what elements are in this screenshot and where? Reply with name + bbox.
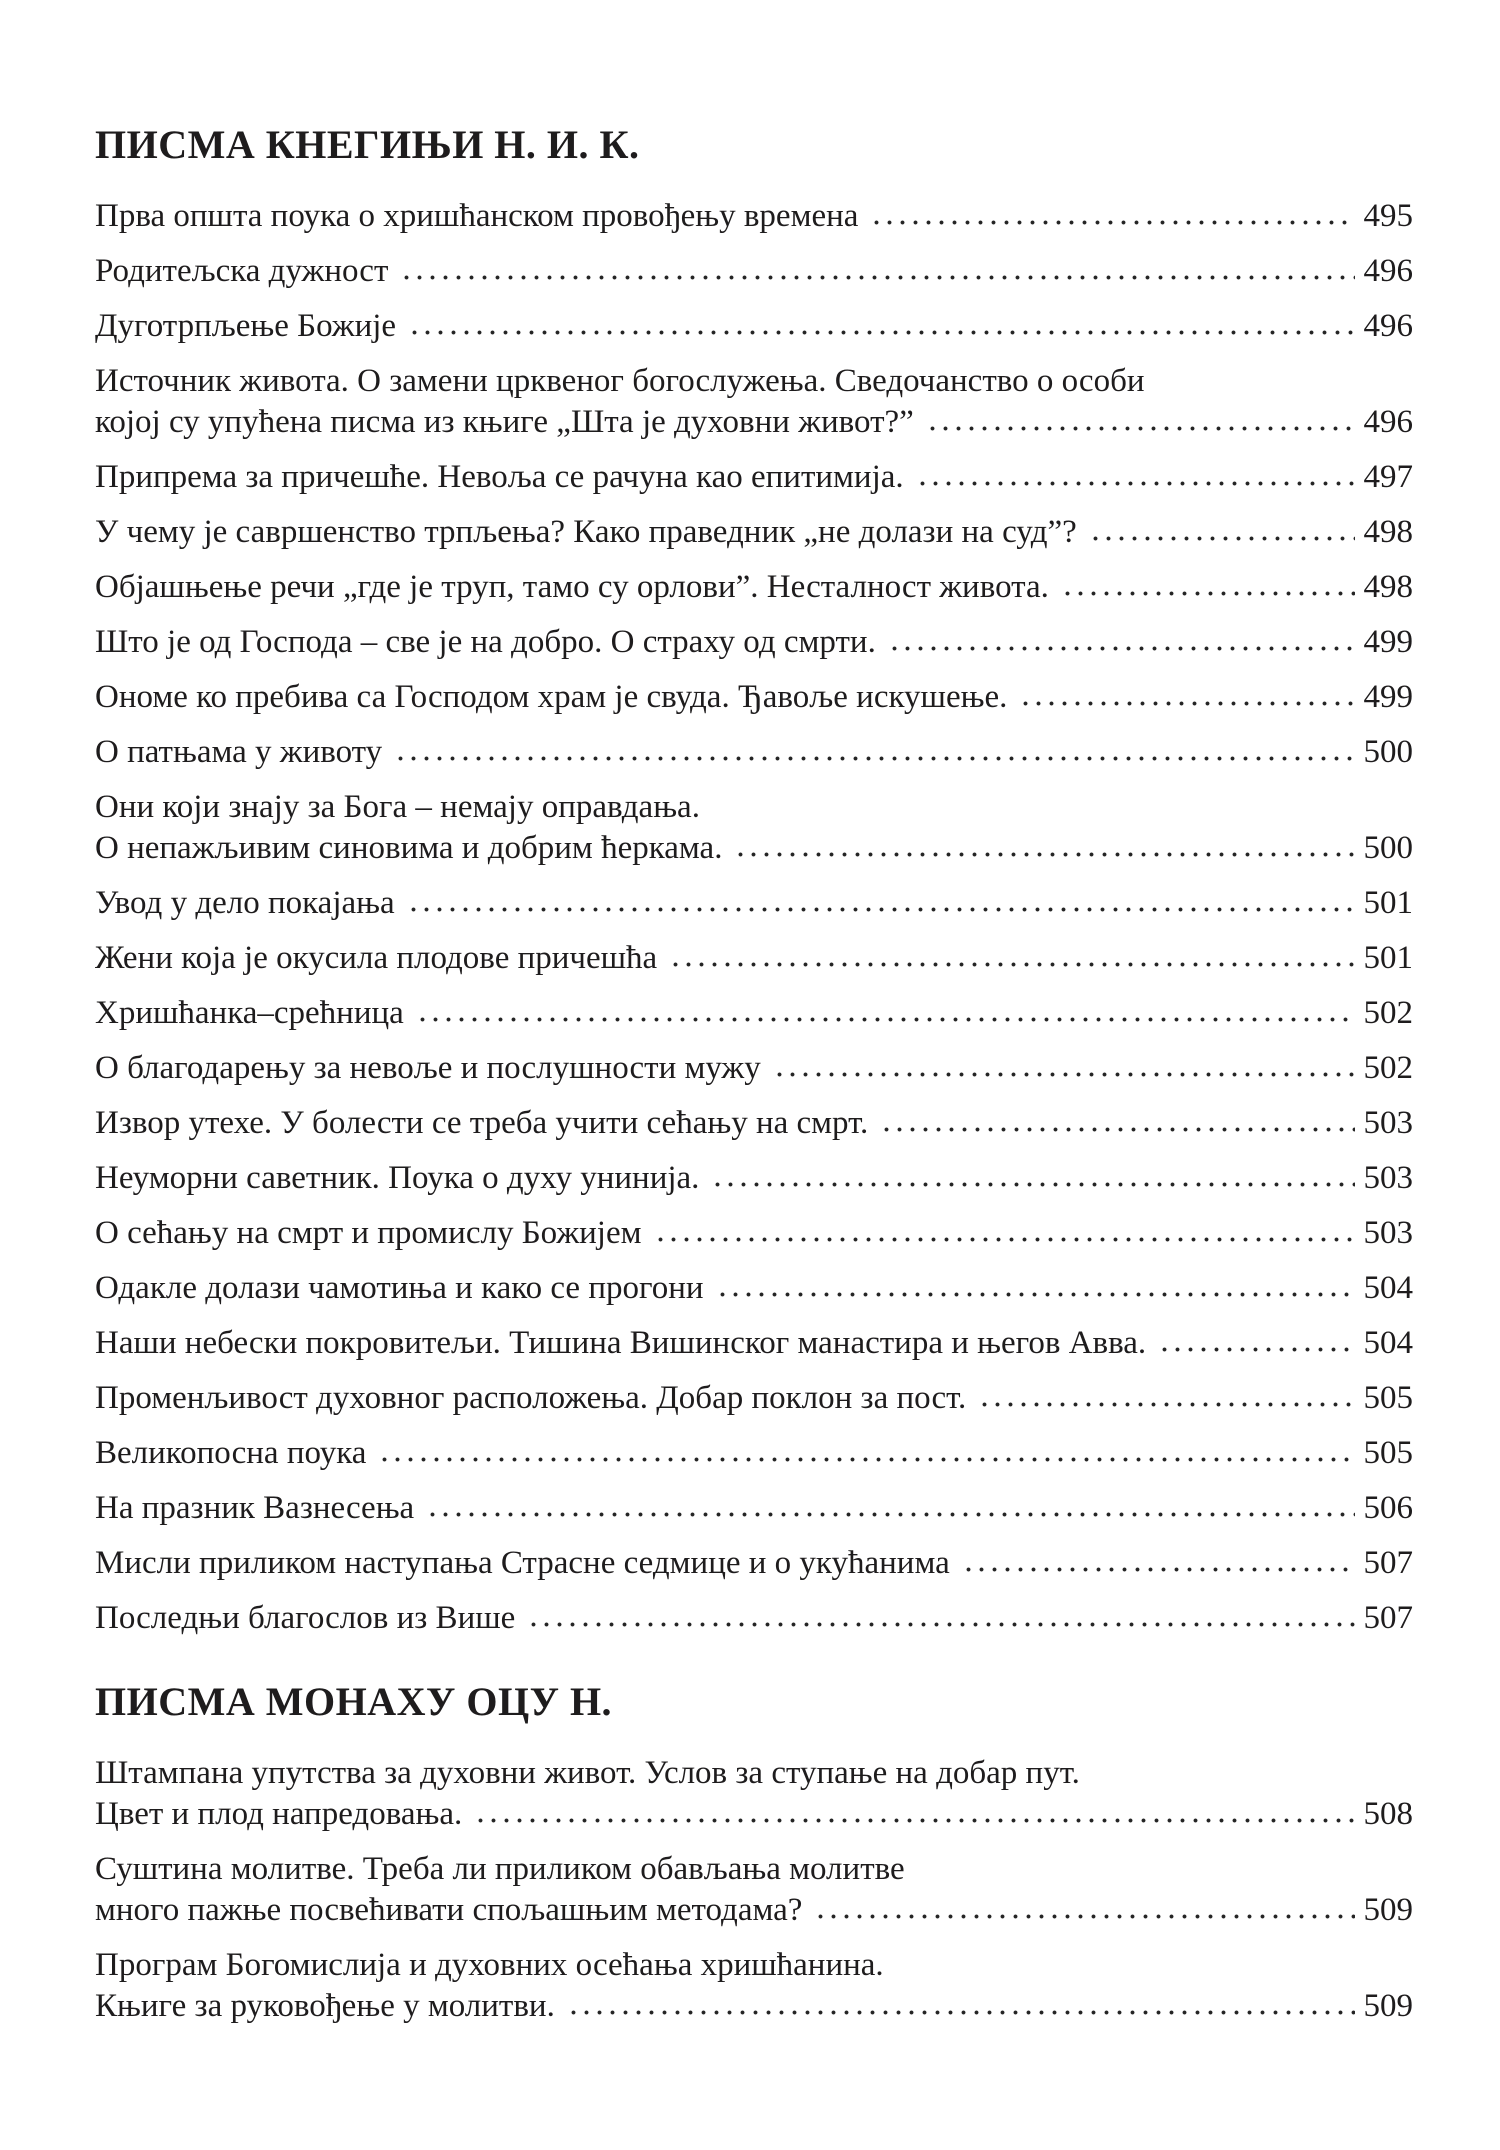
entry-text: Одакле долази чамотиња и како се прогони bbox=[95, 1270, 704, 1306]
dot-leader bbox=[1156, 1346, 1354, 1353]
page-number: 499 bbox=[1363, 624, 1413, 660]
entry-text: Последњи благослов из Више bbox=[95, 1600, 516, 1636]
toc-entry bbox=[95, 938, 1413, 979]
toc-entry bbox=[95, 732, 1413, 773]
toc-entry bbox=[95, 1048, 1413, 1089]
entry-text: Извор утехе. У болести се треба учити сећању на смрт. bbox=[95, 1105, 869, 1141]
toc-entry bbox=[95, 1598, 1413, 1639]
page-number: 496 bbox=[1363, 253, 1413, 289]
dot-leader bbox=[525, 1621, 1354, 1628]
page-number: 509 bbox=[1363, 1988, 1413, 2024]
entry-text: Неуморни саветник. Поука о духу унинија. bbox=[95, 1160, 700, 1196]
dot-leader bbox=[414, 1016, 1355, 1023]
entry-text: Увод у дело покајања bbox=[95, 885, 395, 921]
entry-text-line: Они који знају за Бога – немају оправдања. bbox=[95, 789, 700, 825]
dot-leader bbox=[1059, 590, 1355, 597]
entry-text: Прва општа поука о хришћанском провођењу времена bbox=[95, 198, 859, 234]
entry-text: О благодарењу за невоље и послушности мужу bbox=[95, 1050, 761, 1086]
section-title: ПИСМА КНЕГИЊИ Н. И. К. bbox=[95, 122, 640, 167]
toc-section bbox=[95, 1679, 1413, 2027]
dot-leader bbox=[709, 1181, 1354, 1188]
toc-entry bbox=[95, 1158, 1413, 1199]
entry-text-line: Штампана упутства за духовни живот. Услов за ступање на добар пут. bbox=[95, 1755, 1080, 1791]
dot-leader bbox=[565, 2009, 1355, 2016]
page-number: 496 bbox=[1363, 308, 1413, 344]
dot-leader bbox=[976, 1401, 1354, 1408]
entry-text: Жени која је окусила плодове причешћа bbox=[95, 940, 658, 976]
entry-text: О непажљивим синовима и добрим ћеркама. bbox=[95, 830, 723, 866]
toc-entry bbox=[95, 1268, 1413, 1309]
dot-leader bbox=[652, 1236, 1355, 1243]
toc-entry bbox=[95, 567, 1413, 608]
toc-entry bbox=[95, 457, 1413, 498]
toc-entry bbox=[95, 512, 1413, 553]
entry-text: Књиге за руковођење у молитви. bbox=[95, 1988, 555, 2024]
toc-entry bbox=[95, 1849, 1413, 1931]
dot-leader bbox=[771, 1071, 1355, 1078]
dot-leader bbox=[406, 329, 1354, 336]
entry-text: О сећању на смрт и промислу Божијем bbox=[95, 1215, 642, 1251]
dot-leader bbox=[960, 1566, 1355, 1573]
entry-text: Хришћанка–срећница bbox=[95, 995, 404, 1031]
entry-text: Родитељска дужност bbox=[95, 253, 389, 289]
page-number: 500 bbox=[1363, 830, 1413, 866]
toc-entry bbox=[95, 306, 1413, 347]
section-entries bbox=[95, 1753, 1413, 2027]
page-number: 506 bbox=[1363, 1490, 1413, 1526]
dot-leader bbox=[405, 906, 1355, 913]
entry-text: којој су упућена писма из књиге „Шта је духовни живот?” bbox=[95, 404, 914, 440]
entry-text: много пажње посвећивати спољашњим методама? bbox=[95, 1892, 803, 1928]
toc-entry bbox=[95, 883, 1413, 924]
page-number: 495 bbox=[1363, 198, 1413, 234]
toc-entry bbox=[95, 1213, 1413, 1254]
page-number: 500 bbox=[1363, 734, 1413, 770]
dot-leader bbox=[924, 425, 1355, 432]
entry-text: У чему је савршенство трпљења? Како праведник „не долази на суд”? bbox=[95, 514, 1077, 550]
toc-entry bbox=[95, 1378, 1413, 1419]
page-number: 501 bbox=[1363, 885, 1413, 921]
toc-entry bbox=[95, 1543, 1413, 1584]
section-title: ПИСМА МОНАХУ ОЦУ Н. bbox=[95, 1679, 613, 1724]
entry-text: Мисли приликом наступања Страсне седмице и о укућанима bbox=[95, 1545, 950, 1581]
page-number: 504 bbox=[1363, 1270, 1413, 1306]
page-number: 509 bbox=[1363, 1892, 1413, 1928]
entry-text: Наши небески покровитељи. Тишина Вишинског манастира и његов Авва. bbox=[95, 1325, 1147, 1361]
dot-leader bbox=[472, 1817, 1354, 1824]
dot-leader bbox=[868, 219, 1354, 226]
toc-entry bbox=[95, 677, 1413, 718]
entry-text-line: Суштина молитве. Треба ли приликом обављања молитве bbox=[95, 1851, 905, 1887]
page-number: 505 bbox=[1363, 1435, 1413, 1471]
page-number: 498 bbox=[1363, 514, 1413, 550]
toc-entry bbox=[95, 251, 1413, 292]
dot-leader bbox=[914, 480, 1355, 487]
entry-text: На празник Вазнесења bbox=[95, 1490, 415, 1526]
toc-entry bbox=[95, 1433, 1413, 1474]
toc-entry bbox=[95, 1323, 1413, 1364]
entry-text: Дуготрпљење Божије bbox=[95, 308, 397, 344]
dot-leader bbox=[398, 274, 1354, 281]
page-number: 503 bbox=[1363, 1215, 1413, 1251]
page-number: 504 bbox=[1363, 1325, 1413, 1361]
entry-text: Великопосна поука bbox=[95, 1435, 367, 1471]
toc-entry bbox=[95, 196, 1413, 237]
dot-leader bbox=[1087, 535, 1355, 542]
entry-text-line: Источник живота. О замени црквеног богослужења. Сведочанство о особи bbox=[95, 363, 1145, 399]
toc-entry bbox=[95, 787, 1413, 869]
entry-text-line: Програм Богомислија и духовних осећања хришћанина. bbox=[95, 1947, 884, 1983]
toc-entry bbox=[95, 622, 1413, 663]
page-number: 499 bbox=[1363, 679, 1413, 715]
dot-leader bbox=[667, 961, 1354, 968]
entry-text: О патњама у животу bbox=[95, 734, 383, 770]
toc-entry bbox=[95, 1103, 1413, 1144]
page-number: 502 bbox=[1363, 995, 1413, 1031]
page-number: 496 bbox=[1363, 404, 1413, 440]
toc-entry bbox=[95, 361, 1413, 443]
dot-leader bbox=[812, 1913, 1354, 1920]
toc-entry bbox=[95, 1753, 1413, 1835]
entry-text: Објашњење речи „где је труп, тамо су орлови”. Несталност живота. bbox=[95, 569, 1049, 605]
entry-text: Припрема за причешће. Невоља се рачуна као епитимија. bbox=[95, 459, 904, 495]
dot-leader bbox=[714, 1291, 1355, 1298]
section-entries bbox=[95, 196, 1413, 1639]
page-number: 507 bbox=[1363, 1545, 1413, 1581]
entry-text: Што је од Господа – све је на добро. О страху од смрти. bbox=[95, 624, 876, 660]
toc-entry bbox=[95, 993, 1413, 1034]
entry-text: Променљивост духовног расположења. Добар поклон за пост. bbox=[95, 1380, 967, 1416]
entry-text: Цвет и плод напредовања. bbox=[95, 1796, 463, 1832]
dot-leader bbox=[886, 645, 1355, 652]
page-number: 503 bbox=[1363, 1160, 1413, 1196]
table-of-contents bbox=[95, 122, 1413, 2041]
entry-text: Ономе ко пребива са Господом храм је свуда. Ђавоље искушење. bbox=[95, 679, 1008, 715]
dot-leader bbox=[1017, 700, 1354, 707]
toc-entry bbox=[95, 1488, 1413, 1529]
page-number: 502 bbox=[1363, 1050, 1413, 1086]
page-number: 505 bbox=[1363, 1380, 1413, 1416]
page-number: 507 bbox=[1363, 1600, 1413, 1636]
dot-leader bbox=[878, 1126, 1354, 1133]
dot-leader bbox=[732, 851, 1354, 858]
page-number: 508 bbox=[1363, 1796, 1413, 1832]
page-number: 497 bbox=[1363, 459, 1413, 495]
toc-entry bbox=[95, 1945, 1413, 2027]
toc-section bbox=[95, 122, 1413, 1639]
page-number: 503 bbox=[1363, 1105, 1413, 1141]
dot-leader bbox=[392, 755, 1354, 762]
dot-leader bbox=[376, 1456, 1354, 1463]
page-number: 501 bbox=[1363, 940, 1413, 976]
page-number: 498 bbox=[1363, 569, 1413, 605]
dot-leader bbox=[424, 1511, 1354, 1518]
